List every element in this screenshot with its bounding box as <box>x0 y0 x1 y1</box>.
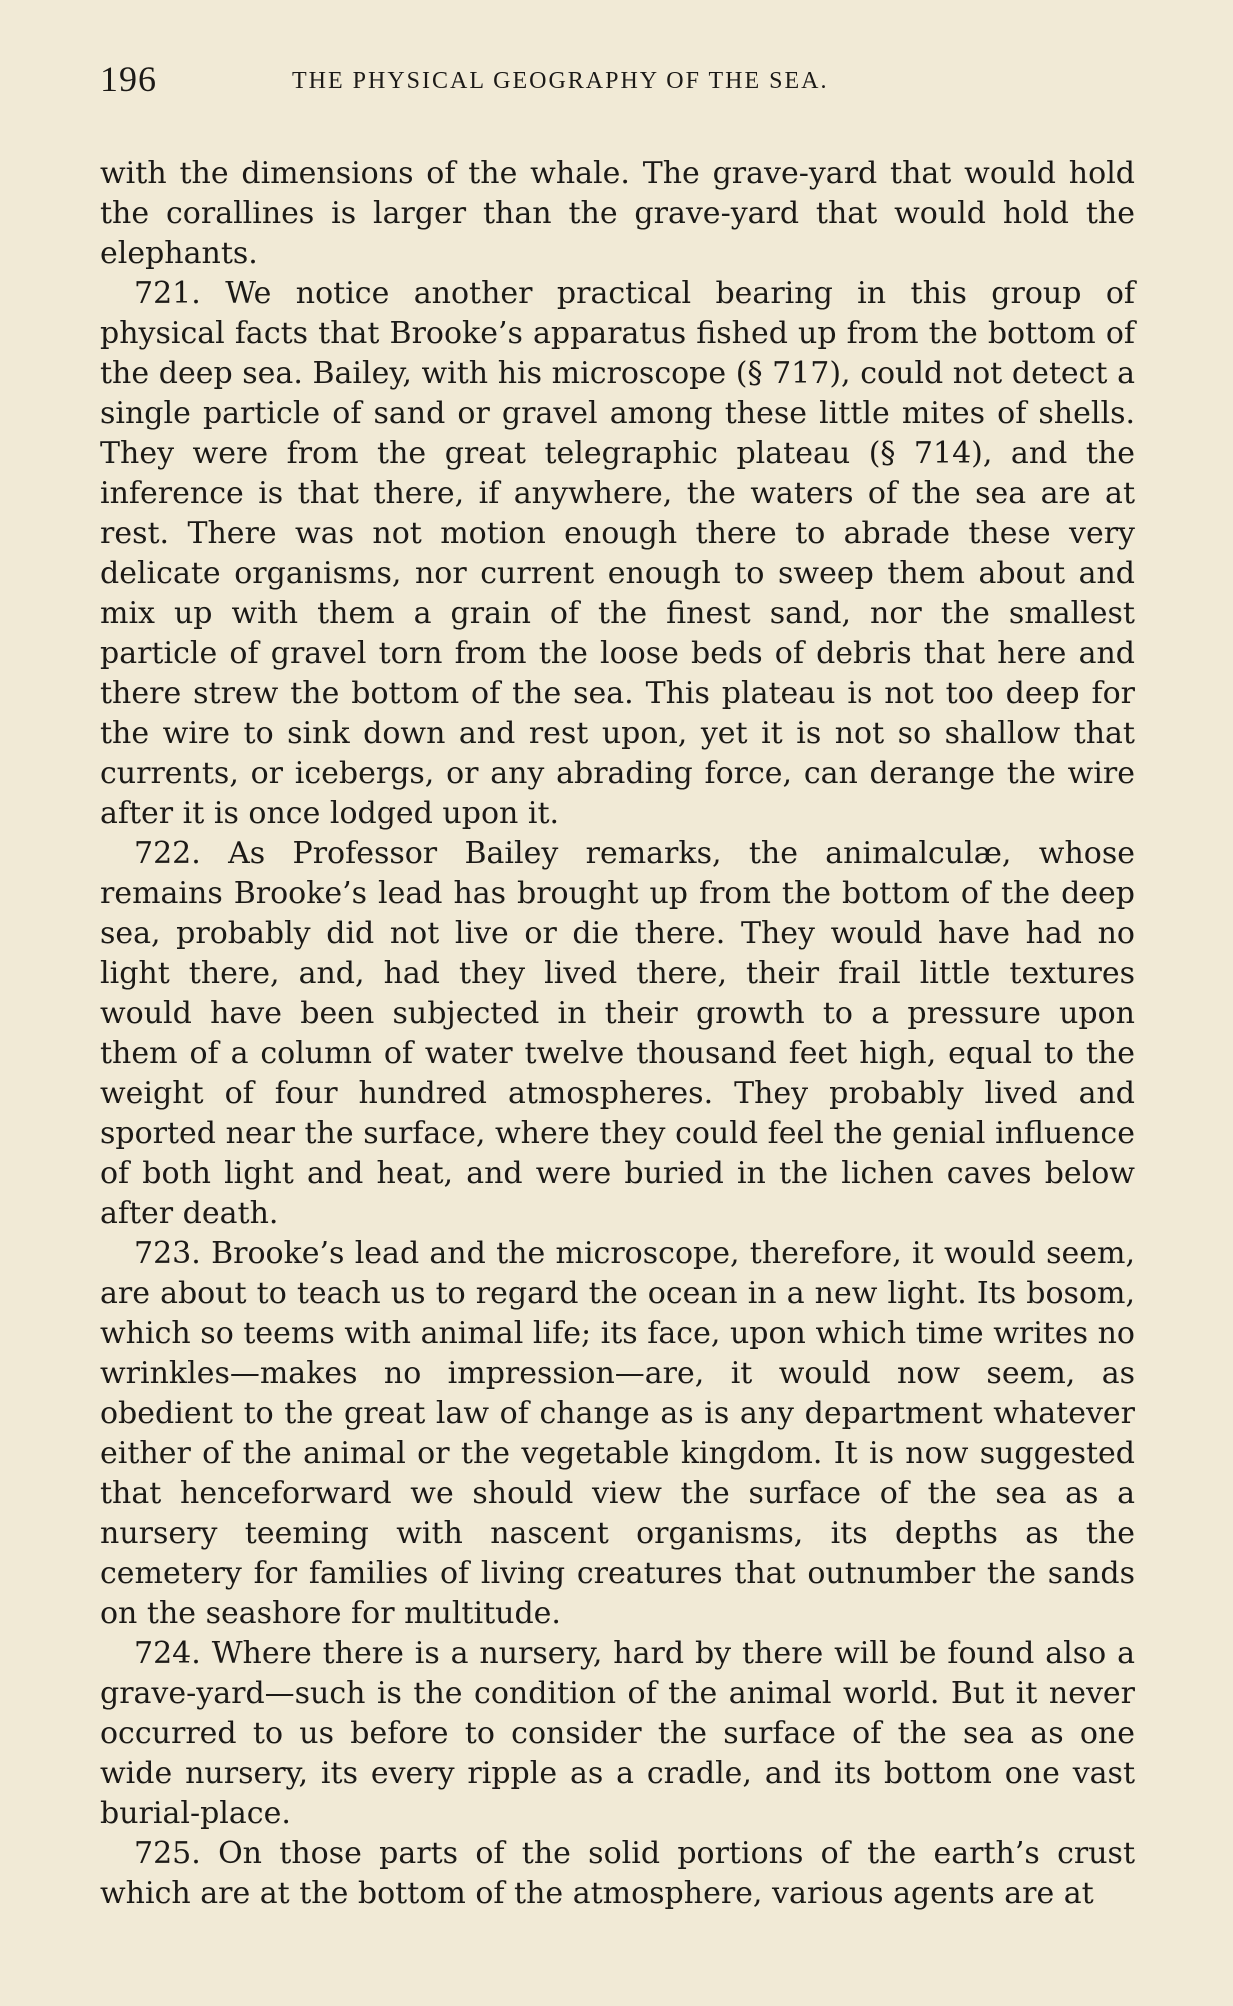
running-title: THE PHYSICAL GEOGRAPHY OF THE SEA. <box>292 68 829 94</box>
paragraph-722: 722. As Professor Bailey remarks, the animalculæ, whose remains Brooke’s lead has brought up from the bottom of the deep sea, probably did not live or die there. They would have had no light there, and, had they lived there, their frail little textures would have been subjected in their growth to a pressure upon them of a column of water twelve thousand feet high, equal to the weight of four hundred atmospheres. They probably lived and sported near the surface, where they could feel the genial influence of both light and heat, and were buried in the lichen caves below after death. <box>100 836 1135 1231</box>
book-page <box>100 58 1135 1914</box>
paragraph-724: 724. Where there is a nursery, hard by there will be found also a grave-yard—such is the condition of the animal world. But it never occurred to us before to consider the surface of the sea as one wide nursery, its every ripple as a cradle, and its bottom one vast burial-place. <box>100 1636 1135 1831</box>
body-text <box>100 154 1135 1914</box>
paragraph-725: 725. On those parts of the solid portions of the earth’s crust which are at the bottom of the atmosphere, various agents are at <box>100 1836 1135 1911</box>
page-number: 196 <box>100 59 157 99</box>
paragraph-721: 721. We notice another practical bearing in this group of physical facts that Brooke’s apparatus fished up from the bottom of the deep sea. Bailey, with his microscope (§ 717), could not detect a single particle of sand or gravel among these little mites of shells. They were from the great telegraphic plateau (§ 714), and the inference is that there, if anywhere, the waters of the sea are at rest. There was not motion enough there to abrade these very delicate organisms, nor current enough to sweep them about and mix up with them a grain of the finest sand, nor the smallest particle of gravel torn from the loose beds of debris that here and there strew the bottom of the sea. This plateau is not too deep for the wire to sink down and rest upon, yet it is not so shallow that currents, or icebergs, or any abrading force, can derange the wire after it is once lodged upon it. <box>100 276 1135 831</box>
paragraph-continued: with the dimensions of the whale. The grave-yard that would hold the corallines is larger than the grave-yard that would hold the elephants. <box>100 156 1135 271</box>
paragraph-723: 723. Brooke’s lead and the microscope, therefore, it would seem, are about to teach us to regard the ocean in a new light. Its bosom, which so teems with animal life; its face, upon which time writes no wrinkles—makes no impression—are, it would now seem, as obedient to the great law of change as is any department whatever either of the animal or the vegetable kingdom. It is now suggested that henceforward we should view the surface of the sea as a nursery teeming with nascent organisms, its depths as the cemetery for families of living creatures that outnumber the sands on the seashore for multitude. <box>100 1236 1135 1631</box>
running-head <box>100 58 1135 114</box>
